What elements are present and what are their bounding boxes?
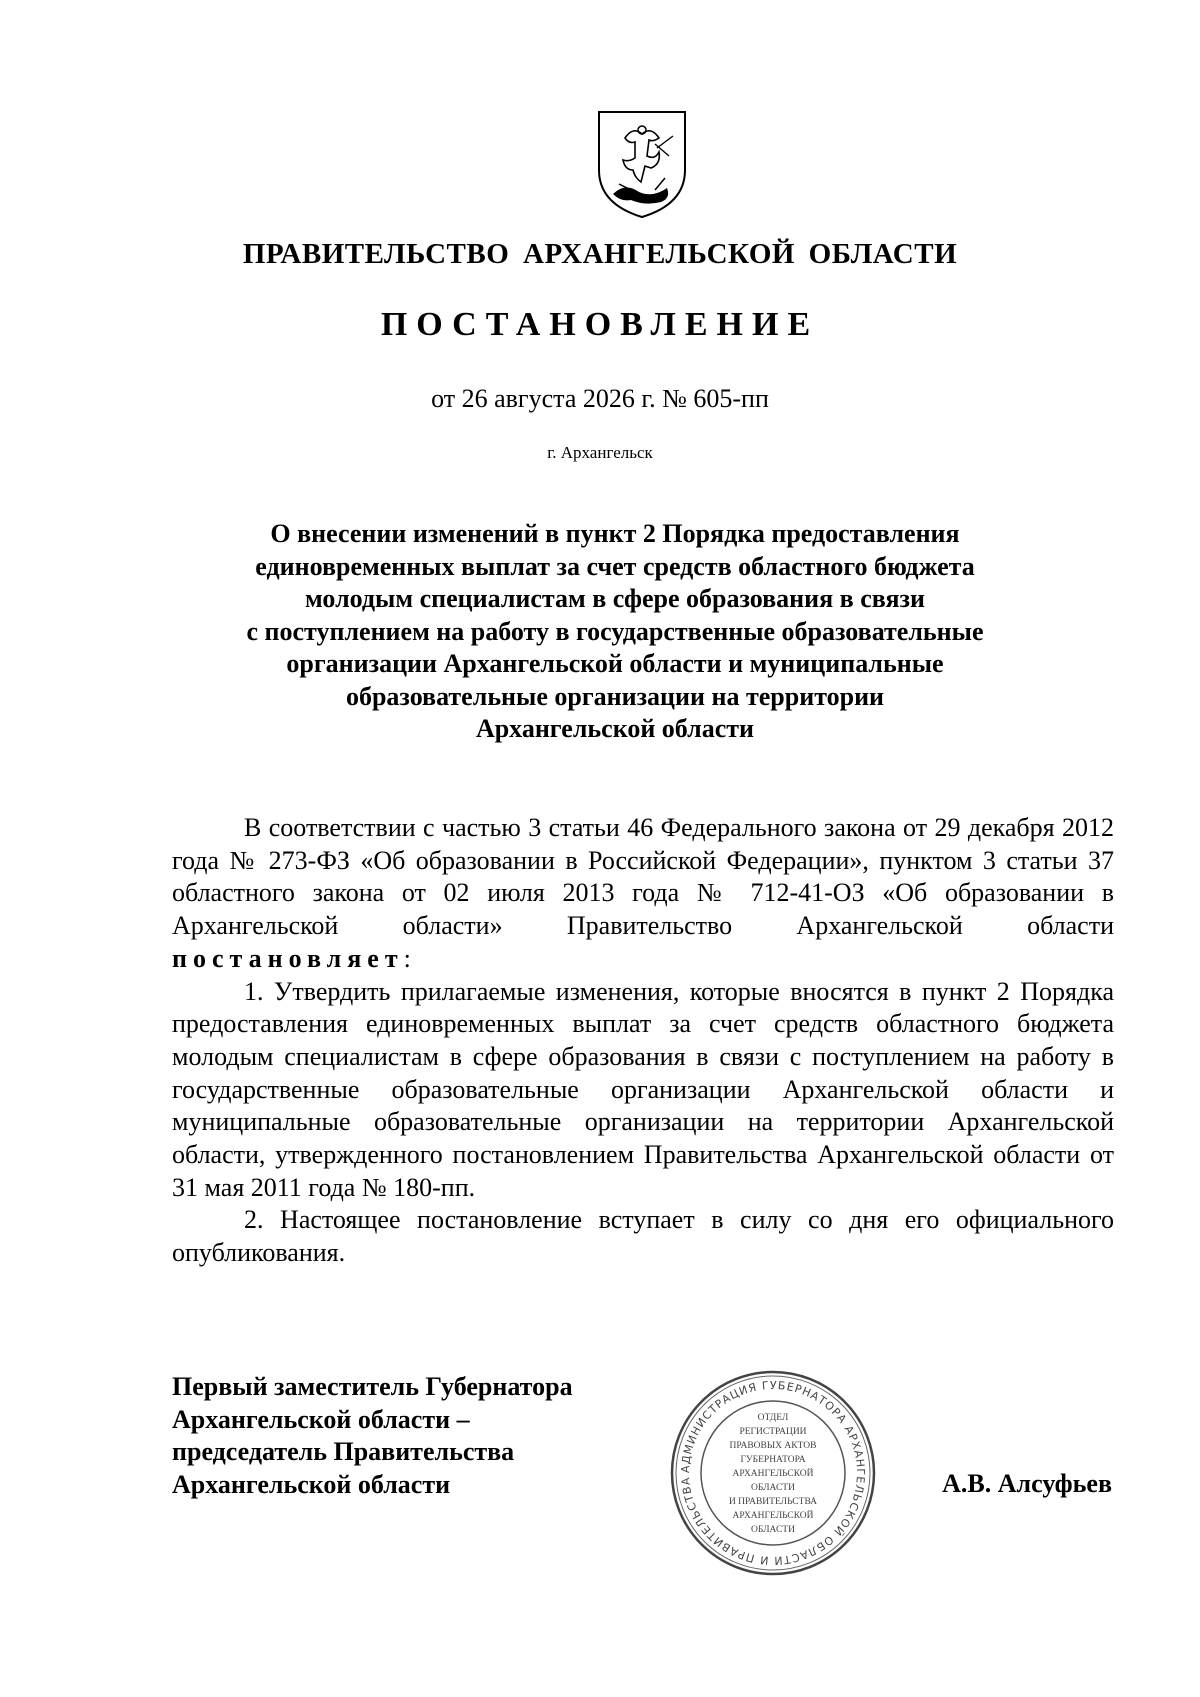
preamble-text: В соответствии с частью 3 статьи 46 Федерального закона от 29 декабря 2012 года № 273-ФЗ «Об образовании в Российской Федерации», пунктом 3 статьи 37 областного закона от 02 июля 2013 года № 712-41-ОЗ «Об образовании в Архангельской области» Правительство Архангельской области <box>172 813 1114 941</box>
decree-word: постановляет <box>172 943 404 973</box>
document-subject <box>220 518 1010 746</box>
seal-inner-line: ОБЛАСТИ <box>751 1525 795 1535</box>
seal-inner-line: И ПРАВИТЕЛЬСТВА <box>728 1497 818 1507</box>
government-title: ПРАВИТЕЛЬСТВО АРХАНГЕЛЬСКОЙ ОБЛАСТИ <box>242 238 958 270</box>
item-2-paragraph: 2. Настоящее постановление вступает в силу со дня его официального опубликования. <box>172 1205 1114 1268</box>
position-line: Архангельской области – <box>172 1404 470 1434</box>
item-1-paragraph: 1. Утвердить прилагаемые изменения, которые вносятся в пункт 2 Порядка предоставления единовременных выплат за счет средств областного бюджета молодым специалистам в сфере образования в связи с поступлением на работу в государственные образовательные организации Архангельской области и муниципальные образовательные организации на территории Архангельской области, утвержденного постановлением Правительства Архангельской области от 31 мая 2011 года № 180-пп. <box>172 976 1114 1202</box>
document-date-number: от 26 августа 2026 г. № 605-пп <box>431 384 769 413</box>
seal-ring-text: АДМИНИСТРАЦИЯ ГУБЕРНАТОРА АРХАНГЕЛЬСКОЙ ОБЛАСТИ И ПРАВИТЕЛЬСТВА <box>678 1378 868 1568</box>
coat-of-arms-icon <box>595 108 689 220</box>
position-line: председатель Правительства <box>172 1437 515 1466</box>
position-line: Первый заместитель Губернатора <box>172 1372 573 1401</box>
document-type: ПОСТАНОВЛЕНИЕ <box>380 306 820 343</box>
subject-line: О внесении изменений в пункт 2 Порядка предоставления <box>270 519 960 548</box>
subject-line: с поступлением на работу в государственные образовательные <box>246 616 984 646</box>
seal-inner-line: ГУБЕРНАТОРА <box>740 1455 806 1465</box>
signatory-position <box>172 1371 573 1501</box>
seal-inner-line: ПРАВОВЫХ АКТОВ <box>729 1441 817 1451</box>
seal-inner-line: АРХАНГЕЛЬСКОЙ <box>732 1511 814 1521</box>
preamble-paragraph <box>172 812 1114 976</box>
seal-inner-line: ОТДЕЛ <box>757 1413 789 1423</box>
document-body <box>172 812 1114 1270</box>
decree-colon: : <box>403 943 411 973</box>
subject-line: организации Архангельской области и муниципальные <box>286 649 944 678</box>
seal-inner-line: АРХАНГЕЛЬСКОЙ <box>732 1469 814 1479</box>
signatory-name: А.В. Алсуфьев <box>942 1469 1112 1498</box>
seal-inner-line: РЕГИСТРАЦИИ <box>739 1427 807 1437</box>
official-seal <box>668 1368 878 1578</box>
document-city: г. Архангельск <box>547 443 653 462</box>
subject-line: единовременных выплат за счет средств областного бюджета <box>255 551 975 581</box>
subject-line: молодым специалистам в сфере образования в связи <box>305 584 925 613</box>
subject-line: Архангельской области <box>475 714 755 743</box>
seal-inner-line: ОБЛАСТИ <box>751 1483 795 1493</box>
position-line: Архангельской области <box>172 1469 451 1499</box>
subject-line: образовательные организации на территории <box>345 681 885 711</box>
